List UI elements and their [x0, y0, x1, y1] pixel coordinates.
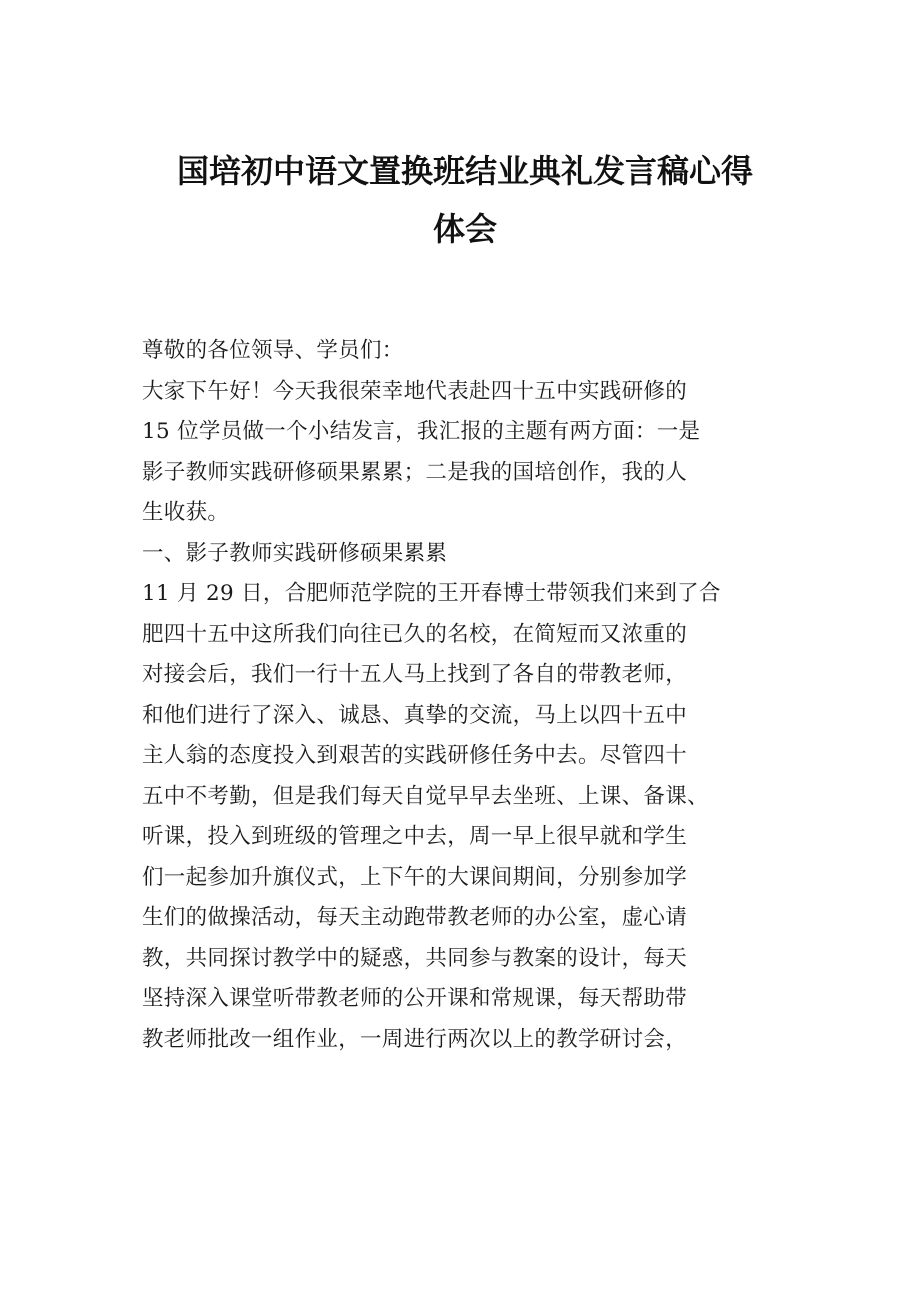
document-title: [120, 142, 810, 258]
document-body: [142, 331, 772, 1060]
body-line: 11 月 29 日，合肥师范学院的王开春博士带领我们来到了合: [142, 581, 721, 606]
body-line: 们一起参加升旗仪式，上下午的大课间期间，分别参加学: [142, 864, 688, 890]
body-line: 五中不考勤，但是我们每天自觉早早去坐班、上课、备课、: [142, 783, 709, 809]
section-heading: 一、影子教师实践研修硕果累累: [142, 540, 448, 566]
body-line: 肥四十五中这所我们向往已久的名校，在简短而又浓重的: [142, 621, 688, 647]
body-line: 生收获。: [142, 500, 230, 525]
body-line: 教，共同探讨教学中的疑惑，共同参与教案的设计，每天: [142, 945, 688, 971]
body-line: 坚持深入课堂听带教老师的公开课和常规课，每天帮助带: [142, 986, 688, 1011]
body-line: 影子教师实践研修硕果累累；二是我的国培创作，我的人: [142, 459, 688, 485]
title-line-1: 国培初中语文置换班结业典礼发言稿心得: [176, 152, 753, 190]
body-line: 对接会后，我们一行十五人马上找到了各自的带教老师，: [142, 662, 688, 687]
body-line: 教老师批改一组作业，一周进行两次以上的教学研讨会，: [142, 1026, 688, 1052]
salutation: 尊敬的各位领导、学员们：: [142, 338, 404, 363]
body-line: 大家下午好！今天我很荣幸地代表赴四十五中实践研修的: [142, 378, 688, 404]
body-line: 15 位学员做一个小结发言，我汇报的主题有两方面：一是: [142, 419, 701, 444]
body-line: 和他们进行了深入、诚恳、真挚的交流，马上以四十五中: [142, 702, 688, 728]
body-line: 主人翁的态度投入到艰苦的实践研修任务中去。尽管四十: [142, 743, 688, 768]
body-line: 听课，投入到班级的管理之中去，周一早上很早就和学生: [142, 824, 688, 849]
title-line-2: 体会: [432, 210, 497, 248]
body-line: 生们的做操活动，每天主动跑带教老师的办公室，虚心请: [142, 905, 688, 930]
